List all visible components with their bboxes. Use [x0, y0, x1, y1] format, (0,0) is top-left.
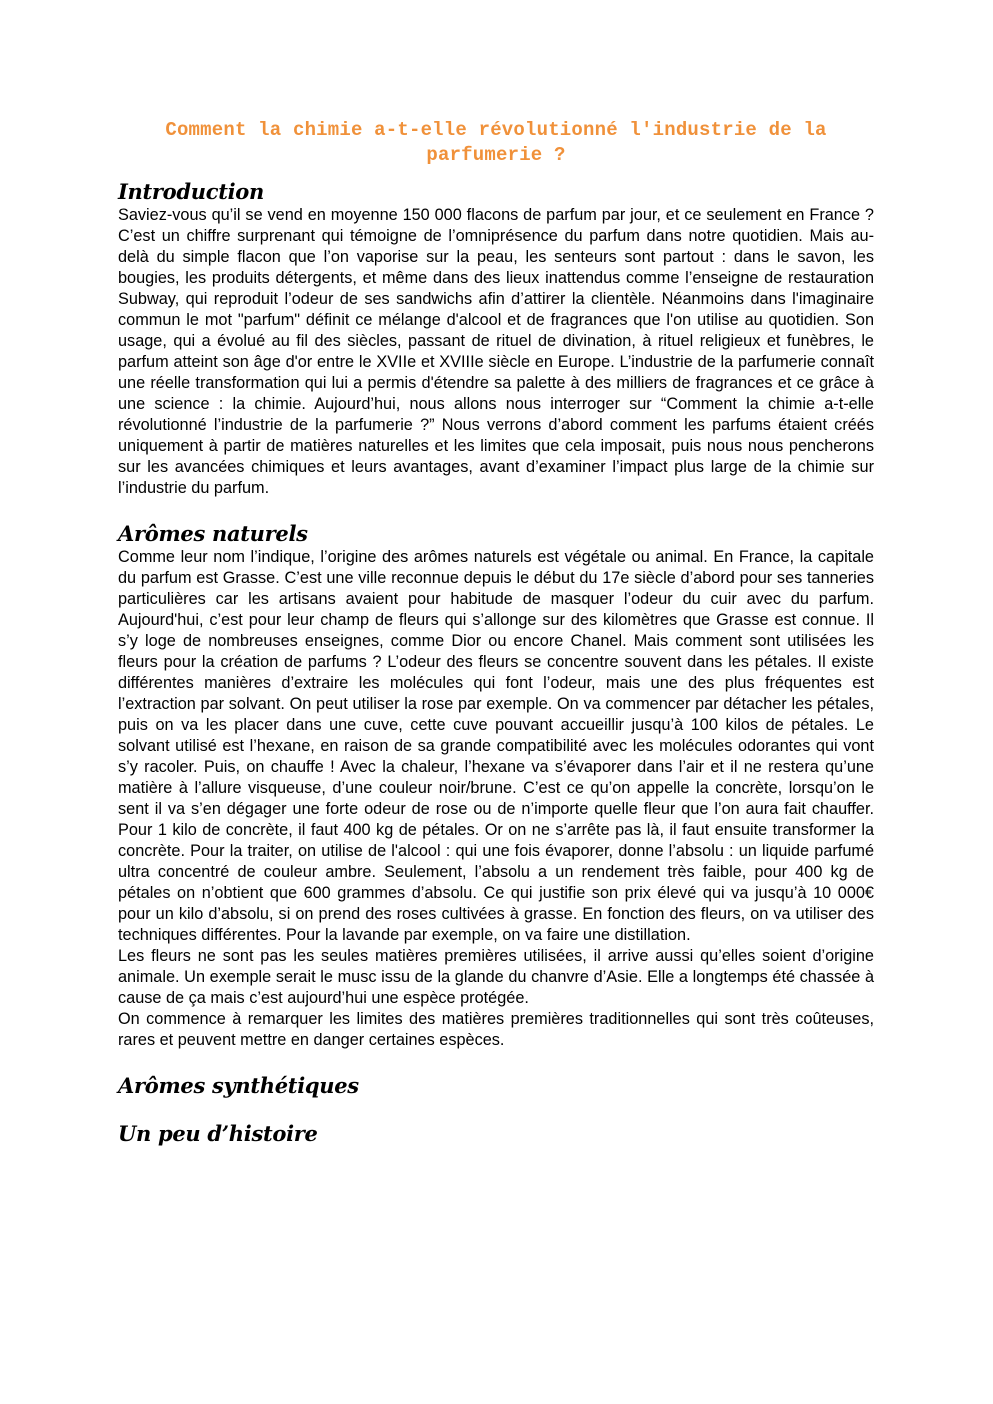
- introduction-paragraph: Saviez-vous qu’il se vend en moyenne 150 000 flacons de parfum par jour, et ce seulement en France ? C’est un chiffre surprenant qui témoigne de l’omniprésence du parfum dans notre quotidien. Mais au-delà du simple flacon que l’on vaporise sur la peau, les senteurs sont partout : dans le savon, les bougies, les produits détergents, et même dans des lieux inattendus comme l’enseigne de restauration Subway, qui reproduit l’odeur de ses sandwichs afin d’attirer la clientèle. Néanmoins dans l'imaginaire commun le mot "parfum" définit ce mélange d'alcool et de fragrances que l'on utilise au quotidien. Son usage, qui a évolué au fil des siècles, passant de rituel de divination, à rituel religieux et funèbres, le parfum atteint son âge d'or entre le XVIIe et XVIIIe siècle en Europe. L’industrie de la parfumerie connaît une réelle transformation qui lui a permis d'étendre sa palette à des milliers de fragrances et ce grâce à une science : la chimie. Aujourd’hui, nous allons nous interroger sur “Comment la chimie a-t-elle révolutionné l’industrie de la parfumerie ?” Nous verrons d’abord comment les parfums étaient créés uniquement à partir de matières naturelles et les limites que cela imposait, puis nous nous pencherons sur les avancées chimiques et leurs avantages, avant d’examiner l’impact plus large de la chimie sur l’industrie du parfum.: [118, 206, 874, 497]
- heading-introduction: Introduction: [118, 179, 264, 204]
- aromes-naturels-paragraph-3: On commence à remarquer les limites des matières premières traditionnelles qui sont très coûteuses, rares et peuvent mettre en danger certaines espèces.: [118, 1010, 874, 1049]
- heading-un-peu-d-histoire: Un peu d’histoire: [118, 1121, 318, 1146]
- document-title: Comment la chimie a-t-elle révolutionné l'industrie de la parfumerie ?: [165, 119, 827, 166]
- heading-aromes-naturels: Arômes naturels: [118, 521, 308, 546]
- document-page: [118, 0, 874, 1147]
- heading-aromes-synthetiques: Arômes synthétiques: [118, 1073, 359, 1098]
- aromes-naturels-paragraph-2: Les fleurs ne sont pas les seules matières premières utilisées, il arrive aussi qu’elles soient d’origine animale. Un exemple serait le musc issu de la glande du chanvre d’Asie. Elle a longtemps été chassée à cause de ça mais c’est aujourd’hui une espèce protégée.: [118, 947, 874, 1007]
- aromes-naturels-paragraph-1: Comme leur nom l’indique, l’origine des arômes naturels est végétale ou animal. En France, la capitale du parfum est Grasse. C’est une ville reconnue depuis le début du 17e siècle d’abord pour ses tanneries particulières car les artisans avaient pour habitude de masquer l’odeur du cuir avec du parfum. Aujourd'hui, c’est pour leur champ de fleurs qui s’allonge sur des kilomètres que Grasse est connue. Il s’y loge de nombreuses enseignes, comme Dior ou encore Chanel. Mais comment sont utilisées les fleurs pour la création de parfums ? L’odeur des fleurs se concentre souvent dans les pétales. Il existe différentes manières d’extraire les molécules qui font l’odeur, mais une des plus fréquentes est l’extraction par solvant. On peut utiliser la rose par exemple. On va commencer par détacher les pétales, puis on va les placer dans une cuve, cette cuve pouvant accueillir jusqu’à 100 kilos de pétales. Le solvant utilisé est l’hexane, en raison de sa grande compatibilité avec les molécules odorantes qui vont s’y racoler. Puis, on chauffe ! Avec la chaleur, l’hexane va s’évaporer dans l’air et il ne restera qu’une matière à l’allure visqueuse, d’une couleur noir/brune. C’est ce qu’on appelle la concrète, lorsqu’on le sent il va s’en dégager une forte odeur de rose ou de n’importe quelle fleur que l’on aura fait chauffer. Pour 1 kilo de concrète, il faut 400 kg de pétales. Or on ne s’arrête pas là, il faut ensuite transformer la concrète. Pour la traiter, on utilise de l'alcool : qui une fois évaporer, donne l’absolu : un liquide parfumé ultra concentré de couleur ambre. Seulement, l’absolu a un rendement très faible, pour 400 kg de pétales on n’obtient que 600 grammes d’absolu. Ce qui justifie son prix élevé qui va jusqu’à 10 000€ pour un kilo d’absolu, si on prend des roses cultivées à grasse. En fonction des fleurs, on va utiliser des techniques différentes. Pour la lavande par exemple, on va faire une distillation.: [118, 548, 874, 944]
